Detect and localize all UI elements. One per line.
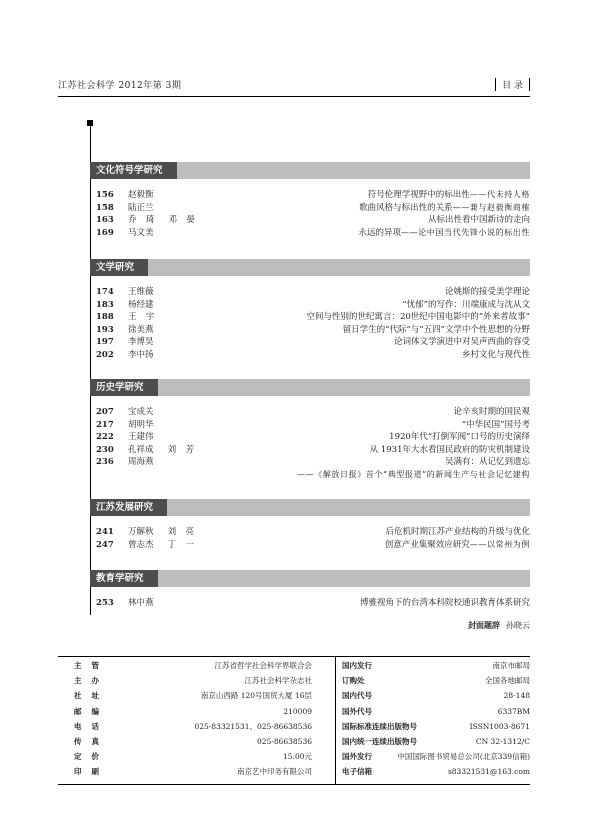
entry-page: 217 [96,419,114,430]
toc-entry[interactable] [90,336,530,348]
entry-subtitle: ——以常州为例 [469,539,530,549]
info-row [74,690,312,702]
entry-author: 王维薇 [128,287,154,297]
info-row [342,660,530,672]
toc-entry[interactable] [90,431,530,443]
info-label: 国外发行 [342,752,372,762]
entry-title-wrap [428,214,530,226]
entry-author: 林中燕 [128,598,154,608]
info-label: 定价 [74,752,109,762]
entry-page: 241 [96,527,114,537]
info-row [74,660,312,672]
section-title: 江苏发展研究 [90,499,167,516]
entry-author: 周海燕 [128,457,154,468]
info-row [342,706,530,718]
section-header: 目 录 [495,78,530,91]
info-value: 全国各地邮局 [485,676,530,686]
info-value: s83321531@163.com [447,767,530,777]
info-label: 国际标准连续出版物号 [342,721,417,731]
info-value: 28-148 [503,691,530,701]
info-label: 邮编 [74,706,109,716]
entry-page: 253 [96,598,114,608]
info-row [74,766,312,778]
entry-title: 论辛亥时期的国民观 [453,407,530,417]
toc-entry[interactable] [90,469,530,481]
entry-title: 创意产业集聚效应研究 [384,539,470,550]
entry-title-wrap [306,311,530,323]
entry-title-wrap [385,526,530,538]
entry-title: 后危机时期江苏产业结构的升级与优化 [385,527,530,537]
entry-page: 247 [96,539,114,550]
info-label: 订购处 [342,676,365,686]
toc-entry[interactable] [90,406,530,418]
info-value: 025-86638536 [256,737,312,746]
info-label: 国内代号 [342,691,372,701]
entry-title: 论词体文学演进中对吴声西曲的容受 [393,337,530,348]
entry-author: 王建伟 [128,432,154,443]
toc-entry[interactable] [90,286,530,298]
entry-subtitle: ——代未持人格 [469,190,530,199]
info-value: 15.00元 [283,752,312,762]
info-row [74,706,312,718]
entry-author: 马文美 [128,227,154,238]
toc-entry[interactable] [90,456,530,468]
info-bottom-rule [58,784,530,785]
entry-page: 163 [96,215,114,226]
toc-entry[interactable] [90,419,530,431]
entry-author: 李博昊 [128,337,154,348]
entry-author: 乔 琦 邓 晏 [128,215,195,226]
section-title: 文学研究 [90,259,148,276]
entry-author: 陆正兰 [128,202,154,213]
entry-subtitle: ——《解放日报》首个“典型报道”的新闻生产与社会记忆建构 [297,470,530,479]
entry-title-wrap [445,286,530,298]
toc-entry[interactable] [90,202,530,214]
info-label: 国内统一连续出版物号 [342,737,417,746]
info-value: 025-83321531、025-86638536 [194,721,312,731]
toc-entry[interactable] [90,526,530,538]
info-label: 社址 [74,691,109,701]
section-title: 文化符号学研究 [90,162,177,179]
section-band [90,570,530,587]
info-label: 国外代号 [342,706,372,716]
entry-page: 207 [96,407,114,417]
entry-subtitle: ——兼与赵毅衡商榷 [452,202,530,212]
entry-title-wrap [462,419,530,431]
info-row [74,736,312,748]
entry-title: 从标出性看中国新诗的走向 [427,215,530,226]
entry-page: 197 [96,337,114,348]
entry-title-wrap [453,406,530,418]
entry-title-wrap [360,597,530,609]
toc-entry[interactable] [90,227,530,239]
entry-title: 留日学生的“代际”与“五四”文学中个性思想的分野 [342,324,530,335]
entry-author: 杨经建 [128,299,154,310]
cover-author: 孙晓云 [506,621,530,630]
entry-page: 222 [96,432,114,443]
info-value: 中国国际图书贸易总公司(北京339信箱) [397,752,530,762]
entry-title-wrap [359,202,530,214]
entry-author: 万解秋 刘 亮 [128,527,195,537]
cover-label: 封面题辞 [468,620,500,630]
entry-title-wrap [385,539,530,551]
entry-author: 李中扬 [128,350,154,360]
info-row [342,721,530,733]
info-label: 主管 [74,661,109,670]
info-label: 印刷 [74,767,109,777]
entry-title-wrap [358,227,530,239]
entry-author: 王 宇 [128,312,155,323]
entry-title: “中华民国”国号考 [461,419,530,430]
entry-page: 230 [96,444,114,455]
section-band [90,499,530,516]
entry-title-wrap [402,299,530,311]
entry-page: 202 [96,350,114,360]
entry-page: 169 [96,227,114,238]
info-row [74,751,312,763]
entry-title: 永远的异项 [358,227,401,238]
entry-page: 188 [96,312,114,323]
journal-issue-header: 江苏社会科学 2012年第 3期 [58,81,182,91]
toc-entry[interactable] [90,299,530,311]
entry-title: 吴满有：从记忆到遗忘 [444,457,530,468]
info-value: 南京市邮局 [492,661,530,670]
entry-title: 乡村文化与现代性 [461,350,530,360]
toc-entry[interactable] [90,597,530,609]
toc-entry[interactable] [90,349,530,361]
entry-title-wrap [343,324,530,336]
info-divider [335,656,336,784]
info-row [74,721,312,733]
info-top-rule [58,656,530,657]
toc-entry[interactable] [90,324,530,336]
section-band [90,379,530,396]
entry-page: 156 [96,190,114,200]
section-title: 教育学研究 [90,570,158,587]
toc-entry[interactable] [90,539,530,551]
section-title: 历史学研究 [90,379,158,396]
toc-entry[interactable] [90,214,530,226]
entry-title-wrap [370,444,530,456]
info-label: 主办 [74,676,109,686]
entry-subtitle: ——论中国当代先锋小说的标出性 [401,227,530,237]
info-label: 电子信箱 [342,767,372,777]
entry-page: 236 [96,457,114,468]
entry-title: 论姚斯的接受美学理论 [444,287,530,297]
toc-entry[interactable] [90,444,530,456]
entry-page: 193 [96,324,114,335]
entry-author: 曾志杰 丁 一 [128,539,195,550]
info-row [342,675,530,687]
info-value: 210009 [283,706,312,716]
info-row [342,751,530,763]
entry-title: “忧郁”的写作：川端康成与沈从文 [402,299,530,310]
entry-title-wrap [394,336,530,348]
header-rule [58,96,530,97]
entry-title-wrap [462,349,530,361]
entry-author: 徐美燕 [128,324,154,335]
entry-page: 158 [96,202,114,213]
info-value: ISSN1003-8671 [469,721,530,731]
entry-page: 174 [96,287,114,297]
entry-title-wrap [297,469,530,481]
entry-author: 孔祥成 刘 芳 [128,444,195,455]
info-value: 江苏社会科学杂志社 [244,676,312,686]
cover-credit [468,620,530,631]
entry-page: 183 [96,299,114,310]
info-label: 国内发行 [342,661,372,670]
entry-title: 从 1931年大水看国民政府的防灾机制建设 [369,444,530,455]
entry-title: 歌曲风格与标出性的关系 [359,202,453,213]
section-band [90,259,530,276]
toc-entry[interactable] [90,311,530,323]
info-value: 南京艺中印务有限公司 [237,767,312,777]
entry-author: 宝成关 [128,407,154,417]
info-label: 电话 [74,721,109,731]
entry-title: 符号伦理学视野中的标出性 [367,190,470,200]
info-row [342,766,530,778]
info-value: 南京山西路 120号国贸大厦 16层 [200,691,312,701]
info-row [342,736,530,748]
info-value: CN 32-1312/C [475,737,530,746]
entry-title-wrap [445,456,530,468]
entry-title: 1920年代“打倒军阀”口号的历史演绎 [389,432,530,443]
toc-entry[interactable] [90,189,530,201]
entry-title: 博雅视角下的台湾本科院校通识教育体系研究 [359,598,530,608]
info-value: 6337BM [497,706,530,716]
entry-author: 赵毅衡 [128,190,154,200]
section-band [90,162,530,179]
info-label: 传真 [74,737,109,746]
info-row [74,675,312,687]
info-value: 江苏省哲学社会科学界联合会 [214,661,312,670]
entry-title-wrap [389,431,530,443]
entry-title: 空间与性别的世纪寓言：20世纪中国电影中的“外来者故事” [306,312,530,323]
info-row [342,690,530,702]
entry-title-wrap [368,189,530,201]
entry-author: 胡明华 [128,419,154,430]
